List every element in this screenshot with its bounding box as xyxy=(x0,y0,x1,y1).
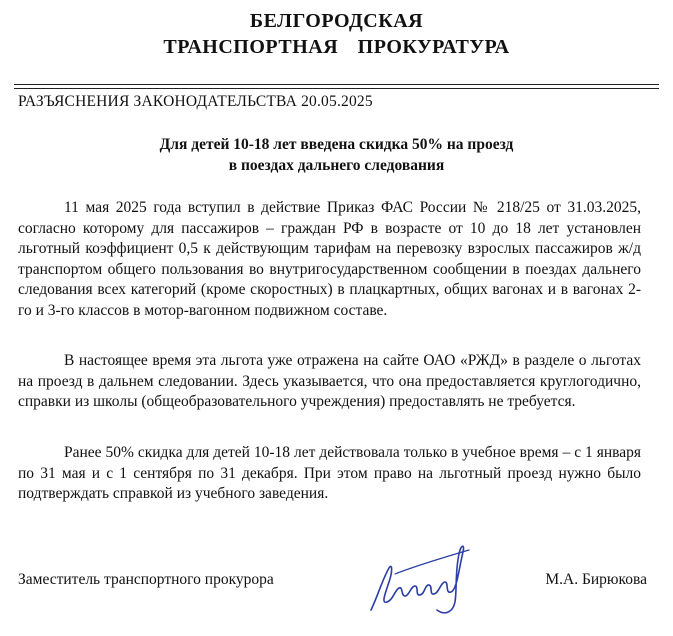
article-headline-line2: в поездах дальнего следования xyxy=(228,157,445,174)
article-headline-line1: Для детей 10-18 лет введена скидка 50% на проезд xyxy=(159,136,514,153)
organization-name-line2: ТРАНСПОРТНАЯ ПРОКУРАТУРА xyxy=(163,36,510,58)
header-divider-thin xyxy=(14,88,659,89)
handwritten-signature xyxy=(365,538,475,618)
body-paragraph-2: В настоящее время эта льгота уже отражена на сайте ОАО «РЖД» в разделе о льготах на проезд в дальнем следовании. Здесь указывается, что она предоставляется круглогодично, справки из школы (общеобразовательного учреждения) предоставлять не требуется. xyxy=(18,352,641,410)
signer-name: М.А. Бирюкова xyxy=(545,571,647,588)
body-paragraph-3: Ранее 50% скидка для детей 10-18 лет действовала только в учебное время – с 1 января по 31 мая и с 1 сентября по 31 декабря. При этом право на льготный проезд нужно было подтверждать справкой из учебного заведения. xyxy=(18,444,641,502)
section-label: РАЗЪЯСНЕНИЯ ЗАКОНОДАТЕЛЬСТВА 20.05.2025 xyxy=(18,93,373,110)
signer-title: Заместитель транспортного прокурора xyxy=(18,571,274,588)
body-paragraph-1: 11 мая 2025 года вступил в действие Приказ ФАС России № 218/25 от 31.03.2025, согласно которому для пассажиров – граждан РФ в возрасте от 10 до 18 лет установлен льготный коэффициент 0,5 к действующим тарифам на перевозку взрослых пассажиров ж/д транспортом общего пользования во внутригосударственном сообщении в поездах дальнего следования всех категорий (кроме скоростных) в плацкартных, общих вагонах и в вагонах 2-го и 3-го классов в мотор-вагонном подвижном составе. xyxy=(18,199,641,319)
header-divider xyxy=(14,84,659,85)
organization-name-line1: БЕЛГОРОДСКАЯ xyxy=(249,10,424,32)
